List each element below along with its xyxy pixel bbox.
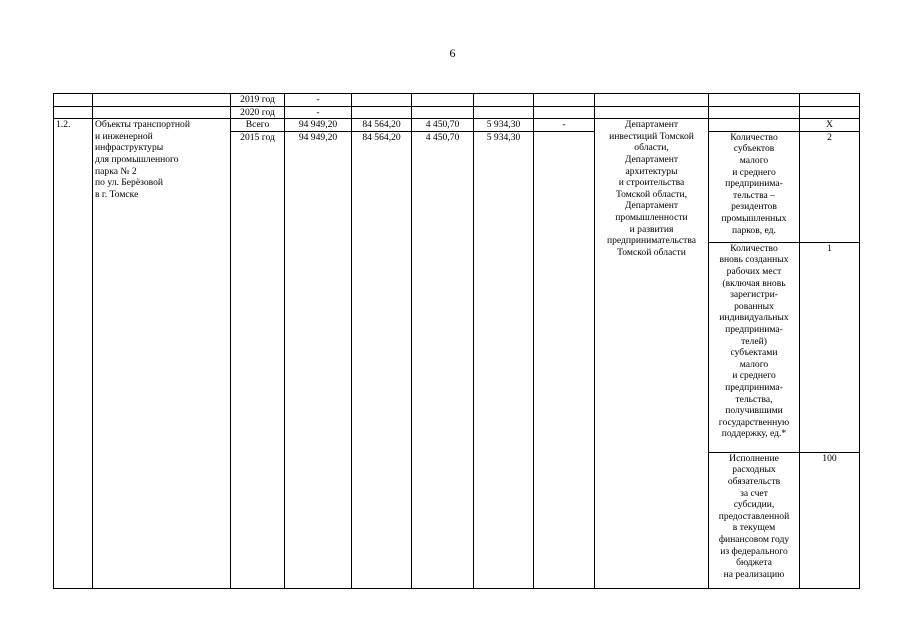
indicator-name: Исполнение расходных обязательств за счет субсидии, предоставленной в текущем финансовом году из федерального бюджета на реализацию: [709, 452, 800, 588]
total-amount: -: [285, 94, 352, 107]
regional-amount: 4 450,70: [412, 119, 474, 132]
program-table: [53, 93, 860, 589]
table-row: [54, 106, 860, 119]
row-label-total: Всего: [231, 119, 285, 132]
indicator-name: Количество субъектов малого и среднего предпринима- тельства – резидентов промышленных парков, ед.: [709, 131, 800, 242]
total-amount: 94 949,20: [285, 119, 352, 132]
item-number: 1.2.: [54, 119, 93, 589]
year-label: 2020 год: [231, 106, 285, 119]
indicator-value-total: Х: [800, 119, 860, 132]
indicator-value: 1: [800, 242, 860, 452]
table-row: [54, 119, 860, 132]
local-amount: 5 934,30: [474, 131, 534, 588]
executor: Департамент инвестиций Томской области, Департамент архитектуры и строительства Томской области, Департамент промышленности и развития предпринимательства Томской области: [595, 119, 709, 589]
indicator-value: 100: [800, 452, 860, 588]
item-name: Объекты транспортной и инженерной инфраструктуры для промышленного парка № 2 по ул. Берёзовой в г. Томске: [93, 119, 231, 589]
regional-amount: 4 450,70: [412, 131, 474, 588]
federal-amount: 84 564,20: [352, 119, 412, 132]
local-amount: 5 934,30: [474, 119, 534, 132]
indicator-value: 2: [800, 131, 860, 242]
year-label: 2019 год: [231, 94, 285, 107]
total-amount: -: [285, 106, 352, 119]
page-number: 6: [449, 46, 456, 60]
table-row: [54, 94, 860, 107]
indicator-name: Количество вновь созданных рабочих мест (включая вновь зарегистри- рованных индивидуальных предпринима- телей) субъектами малого и среднего предпринима- тельства, получившими государственную поддержку, ед.*: [709, 242, 800, 452]
row-label-year: 2015 год: [231, 131, 285, 588]
total-amount: 94 949,20: [285, 131, 352, 588]
federal-amount: 84 564,20: [352, 131, 412, 588]
other-amount: -: [534, 119, 595, 132]
